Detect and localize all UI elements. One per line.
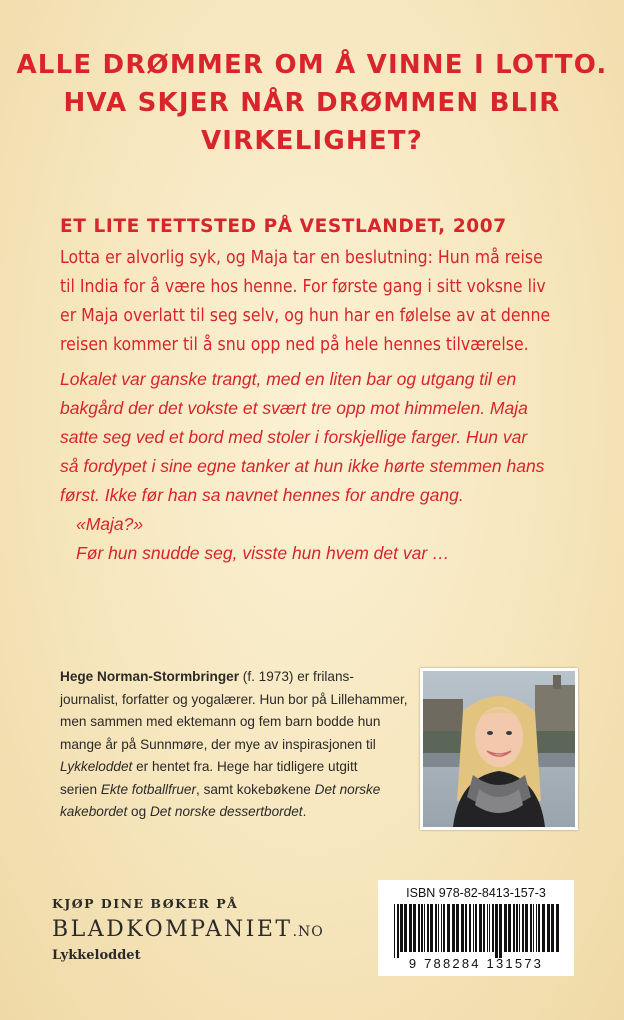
barcode-bar bbox=[435, 904, 437, 952]
headline-line: HVA SKJER NÅR DRØMMEN BLIR bbox=[63, 88, 561, 118]
author-text: er hentet fra. Hege har tidligere utgitt bbox=[132, 759, 358, 774]
cookbook-title: Det norske bbox=[314, 781, 381, 797]
barcode-bar bbox=[487, 904, 488, 952]
barcode-bar bbox=[516, 904, 518, 952]
publisher-name: BLADKOMPANIET bbox=[52, 917, 293, 942]
barcode-bar bbox=[469, 904, 471, 952]
barcode-bar bbox=[483, 904, 485, 952]
barcode-bar bbox=[397, 904, 399, 958]
headline bbox=[0, 46, 624, 160]
barcode-bar bbox=[536, 904, 537, 952]
barcode-bar bbox=[492, 904, 494, 952]
author-text: og bbox=[127, 804, 150, 819]
barcode-bar bbox=[508, 904, 511, 952]
barcode-bar bbox=[522, 904, 524, 952]
barcode-bar bbox=[475, 904, 477, 952]
author-text: , samt kokebøkene bbox=[196, 781, 315, 797]
subheading: ET LITE TETTSTED PÅ VESTLANDET, 2007 bbox=[60, 216, 507, 237]
barcode-bar bbox=[530, 904, 532, 952]
barcode-bar bbox=[413, 904, 416, 952]
barcode-bar bbox=[547, 904, 550, 952]
publisher-domain: .NO bbox=[292, 924, 324, 940]
barcode-bar bbox=[513, 904, 515, 952]
excerpt-line: så fordypet i sine egne tanker at hun ikke hørte stemmen hans bbox=[60, 456, 545, 476]
promo-buy-text: KJØP DINE BØKER PÅ bbox=[52, 896, 239, 911]
cookbook-title: Det norske dessertbordet bbox=[149, 804, 303, 819]
excerpt-line: satte seg ved et bord med stoler i forskjellige farger. Hun var bbox=[60, 427, 528, 447]
author-line: mange år på Sunnmøre, der mye av inspirasjonen til bbox=[60, 736, 376, 752]
barcode-bar bbox=[556, 904, 559, 952]
blurb-line: Lotta er alvorlig syk, og Maja tar en beslutning: Hun må reise bbox=[60, 248, 543, 268]
publisher-logo bbox=[52, 917, 324, 942]
cookbook-title: kakebordet bbox=[60, 804, 128, 819]
barcode-bar bbox=[533, 904, 534, 952]
headline-line: VIRKELIGHET? bbox=[200, 126, 424, 156]
blurb-line: er Maja overlatt til seg selv, og hun har en følelse av at denne bbox=[60, 306, 551, 326]
barcode-bar bbox=[409, 904, 412, 952]
barcode-bar bbox=[404, 904, 407, 952]
excerpt-dialogue: Før hun snudde seg, visste hun hvem det var … bbox=[76, 543, 450, 563]
barcode-bar bbox=[538, 904, 540, 952]
author-text: . bbox=[302, 804, 307, 819]
barcode-bar bbox=[499, 904, 502, 958]
author-line: journalist, forfatter og yogalærer. Hun bor på Lillehammer, bbox=[60, 691, 408, 707]
barcode-bar bbox=[479, 904, 482, 952]
barcode-box bbox=[378, 880, 574, 976]
excerpt-line: bakgård der det vokste et svært tre opp mot himmelen. Maja bbox=[60, 398, 528, 418]
barcode-bar bbox=[430, 904, 433, 952]
barcode-bar bbox=[473, 904, 474, 952]
barcode-bar bbox=[441, 904, 442, 952]
author-name: Hege Norman-Stormbringer bbox=[60, 669, 240, 684]
author-line bbox=[60, 756, 412, 779]
excerpt bbox=[60, 365, 590, 568]
barcode-bar bbox=[418, 904, 420, 952]
barcode-bar bbox=[461, 904, 464, 952]
excerpt-dialogue: «Maja?» bbox=[76, 514, 144, 534]
author-line bbox=[60, 779, 412, 802]
barcode-bar bbox=[525, 904, 528, 952]
barcode-bar bbox=[456, 904, 459, 952]
series-name: Lykkeloddet bbox=[52, 948, 141, 963]
barcode-bar bbox=[465, 904, 467, 952]
author-line bbox=[60, 666, 412, 689]
blurb-line: reisen kommer til å snu opp ned på hele hennes tilværelse. bbox=[60, 335, 529, 355]
headline-line: ALLE DRØMMER OM Å VINNE I LOTTO. bbox=[16, 50, 608, 80]
author-text: (f. 1973) er frilans- bbox=[239, 669, 354, 684]
author-portrait-illustration bbox=[423, 671, 575, 827]
barcode-bar bbox=[427, 904, 429, 952]
author-photo bbox=[420, 668, 578, 830]
barcode-bar bbox=[452, 904, 455, 952]
barcode-bar bbox=[443, 904, 445, 952]
author-bio bbox=[60, 666, 412, 824]
barcode-digits: 9 788284 131573 bbox=[408, 956, 544, 971]
barcode-bar bbox=[519, 904, 520, 952]
author-line: men sammen med ektemann og fem barn bodde hun bbox=[60, 714, 381, 729]
author-line bbox=[60, 801, 412, 824]
excerpt-line: Lokalet var ganske trangt, med en liten bar og utgang til en bbox=[60, 369, 517, 389]
series-title: Ekte fotballfruer bbox=[100, 781, 197, 797]
blurb bbox=[60, 244, 580, 360]
author-text: serien bbox=[60, 781, 101, 797]
barcode-bar bbox=[421, 904, 423, 952]
excerpt-line: først. Ikke før han sa navnet hennes for andre gang. bbox=[60, 485, 464, 505]
barcode-bar bbox=[400, 904, 403, 952]
barcode-bar bbox=[551, 904, 554, 952]
book-title: Lykkeloddet bbox=[60, 759, 133, 774]
barcode-bar bbox=[424, 904, 425, 952]
publisher-promo bbox=[52, 896, 324, 963]
barcode-bar bbox=[504, 904, 507, 952]
barcode-bar bbox=[489, 904, 490, 952]
blurb-line: til India for å være hos henne. For første gang i sitt voksne liv bbox=[60, 277, 546, 297]
barcode-bar bbox=[447, 904, 450, 952]
barcode-bar bbox=[438, 904, 439, 952]
isbn-text: ISBN 978-82-8413-157-3 bbox=[406, 886, 546, 900]
barcode-bar bbox=[495, 904, 498, 958]
barcode-bar bbox=[542, 904, 545, 952]
barcode-bar bbox=[394, 904, 395, 958]
